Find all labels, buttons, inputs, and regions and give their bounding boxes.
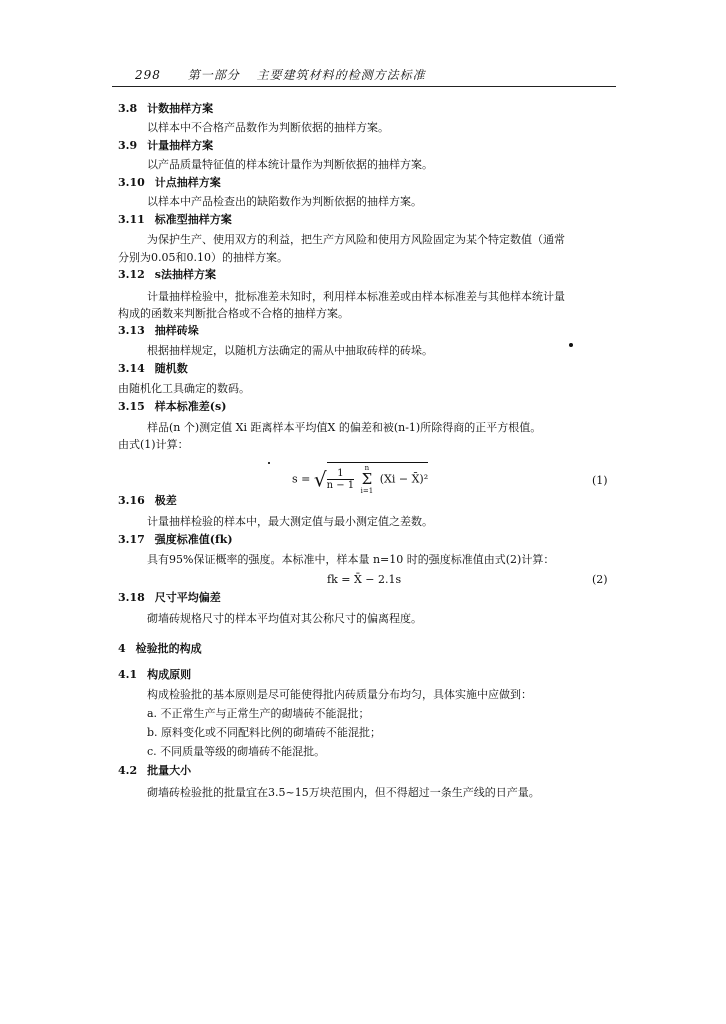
section-body: 构成检验批的基本原则是尽可能使得批内砖质量分布均匀，具体实施中应做到： [147,688,532,701]
section-heading: 3.9 计量抽样方案 [118,139,214,152]
section-body: 具有95%保证概率的强度。本标准中，样本量 n=10 时的强度标准值由式(2)计算： [147,553,555,566]
ink-speck [268,462,270,464]
section-body: 以样本中产品检查出的缺陷数作为判断依据的抽样方案。 [147,195,422,208]
sigma-symbol: n Σ i=1 [360,464,374,495]
equation-1-fraction: $\frac{1}{n - 1}$ [326,468,355,491]
equation-2: fk = X̄ − 2.1s [327,573,402,586]
section-heading: 4.1 构成原则 [118,668,192,681]
running-header [135,66,426,83]
section-heading: 3.13 抽样砖垛 [118,324,199,337]
section-heading: 3.10 计点抽样方案 [118,176,221,189]
section-body: 构成的函数来判断批合格或不合格的抽样方案。 [118,307,349,320]
section-body: 砌墙砖检验批的批量宜在3.5~15万块范围内，但不得超过一条生产线的日产量。 [147,786,540,799]
page-number: 298 [135,68,161,82]
section-heading: 3.17 强度标准值(fk) [118,533,233,546]
section-body: 以产品质量特征值的样本统计量作为判断依据的抽样方案。 [147,158,433,171]
section-heading: 4.2 批量大小 [118,764,192,777]
section-heading: 3.16 极差 [118,494,177,507]
section-body: 为保护生产、使用双方的利益，把生产方风险和使用方风险固定为某个特定数值（通常 [147,233,565,246]
section-body: 根据抽样规定，以随机方法确定的需从中抽取砖样的砖垛。 [147,344,433,357]
header-rule [112,86,616,87]
section-body: 由随机化工具确定的数码。 [118,382,250,395]
section-body: 砌墙砖规格尺寸的样本平均值对其公称尺寸的偏离程度。 [147,612,422,625]
list-item: a. 不正常生产与正常生产的砌墙砖不能混批； [147,707,370,720]
equation-2-label: (2) [592,573,608,586]
section-heading: 3.8 计数抽样方案 [118,102,214,115]
equation-1-label: (1) [592,474,608,487]
section-heading: 3.11 标准型抽样方案 [118,213,232,226]
section-heading: 3.18 尺寸平均偏差 [118,591,221,604]
section-body: 样品(n 个)测定值 Xi 距离样本平均值X 的偏差和被(n-1)所除得商的正平方根值。 [147,421,542,434]
section-body: 计量抽样检验的样本中，最大测定值与最小测定值之差数。 [147,515,433,528]
section-heading: 3.14 随机数 [118,362,188,375]
section-heading: 3.12 s法抽样方案 [118,268,216,281]
chapter-heading: 4 检验批的构成 [118,642,202,655]
list-item: c. 不同质量等级的砌墙砖不能混批。 [147,745,326,758]
section-body: 计量抽样检验中，批标准差未知时，利用样本标准差或由样本标准差与其他样本统计量 [147,290,565,303]
section-body: 以样本中不合格产品数作为判断依据的抽样方案。 [147,121,389,134]
list-item: b. 原料变化或不同配料比例的砌墙砖不能混批； [147,726,382,739]
equation-1: s = √ $\frac{1}{n - 1}$ n Σ i=1 (Xi − X̄)² [292,464,429,495]
ink-speck [569,343,573,347]
part-label: 第一部分 [187,68,240,82]
section-heading: 3.15 样本标准差(s) [118,400,227,413]
header-title: 主要建筑材料的检测方法标准 [256,68,426,82]
section-body: 由式(1)计算： [118,438,189,451]
section-body: 分别为0.05和0.10）的抽样方案。 [118,251,288,264]
